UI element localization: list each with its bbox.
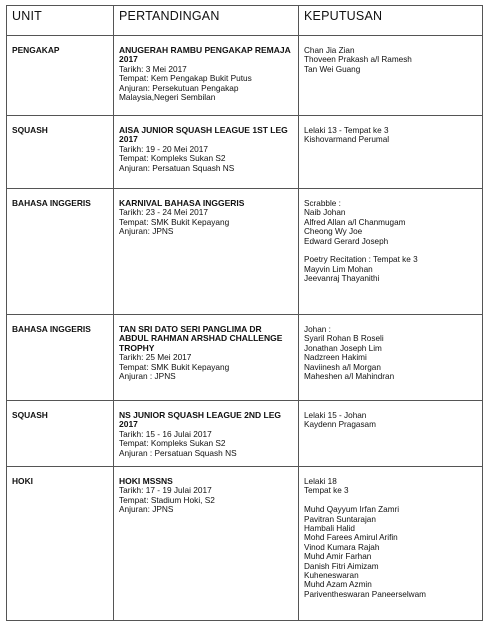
result-line: Muhd Azam Azmin: [304, 580, 372, 590]
result-line: Tan Wei Guang: [304, 64, 361, 74]
event-detail: Anjuran: Persekutuan Pengakap Malaysia,Negeri Sembilan: [119, 82, 239, 103]
event-detail: Tempat: Stadium Hoki, S2: [119, 494, 215, 505]
event-title: KARNIVAL BAHASA INGGERIS: [119, 198, 245, 208]
result-line: Tempat ke 3: [304, 486, 349, 496]
event-title: AISA JUNIOR SQUASH LEAGUE 1ST LEG 2017: [119, 125, 288, 145]
unit-cell: SQUASH: [7, 401, 114, 467]
result-line: Alfred Allan a/l Chanmugam: [304, 217, 406, 227]
result-line: Johan :: [304, 325, 331, 334]
result-line: Thoveen Prakash a/l Ramesh: [304, 55, 412, 65]
result-cell: [299, 315, 483, 401]
result-line: Kuheneswaran: [304, 571, 359, 581]
result-line: Cheong Wy Joe: [304, 227, 363, 237]
result-line: Hambali Halid: [304, 524, 355, 534]
event-detail: Tarikh: 25 Mei 2017: [119, 352, 192, 363]
event-detail: Tempat: SMK Bukit Kepayang: [119, 361, 230, 372]
unit-cell: HOKI: [7, 467, 114, 621]
event-detail: Tarikh: 3 Mei 2017: [119, 63, 187, 74]
result-line: Danish Fitri Aimizam: [304, 561, 379, 571]
event-detail: Tarikh: 17 - 19 Julai 2017: [119, 485, 212, 496]
event-detail: Anjuran : JPNS: [119, 371, 176, 382]
event-title: TAN SRI DATO SERI PANGLIMA DR ABDUL RAHMAN ARSHAD CHALLENGE TROPHY: [119, 324, 283, 353]
event-detail: Tarikh: 15 - 16 Julai 2017: [119, 428, 212, 439]
table-row: [7, 189, 483, 315]
header-pertandingan: PERTANDINGAN: [114, 6, 299, 36]
header-unit: UNIT: [7, 6, 114, 36]
result-line: Jonathan Joseph Lim: [304, 343, 382, 353]
result-line: Nadzreen Hakimi: [304, 353, 367, 363]
unit-cell: BAHASA INGGERIS: [7, 189, 114, 315]
event-cell: [114, 401, 299, 467]
header-keputusan: KEPUTUSAN: [299, 6, 483, 36]
result-cell: [299, 116, 483, 189]
result-line: Muhd Amir Farhan: [304, 552, 372, 562]
event-detail: Tempat: Kem Pengakap Bukit Putus: [119, 73, 252, 84]
event-detail: Tempat: Kompleks Sukan S2: [119, 438, 226, 449]
unit-cell: SQUASH: [7, 116, 114, 189]
result-line: Pariventheswaran Paneerselwam: [304, 589, 426, 599]
result-line: Chan Jia Zian: [304, 46, 355, 55]
result-line: Scrabble :: [304, 199, 341, 208]
result-cell: [299, 401, 483, 467]
result-line: Edward Gerard Joseph: [304, 236, 389, 246]
result-line: Maheshen a/l Mahindran: [304, 372, 395, 382]
result-line: Mayvin Lim Mohan: [304, 264, 373, 274]
result-line: Kaydenn Pragasam: [304, 420, 376, 430]
result-line: Poetry Recitation : Tempat ke 3: [304, 255, 418, 265]
result-line: Muhd Qayyum Irfan Zamri: [304, 505, 400, 515]
table-row: [7, 401, 483, 467]
event-detail: Anjuran: JPNS: [119, 504, 174, 515]
event-detail: Tempat: Kompleks Sukan S2: [119, 153, 226, 164]
result-line: Naviinesh a/l Morgan: [304, 362, 381, 372]
result-line: Lelaki 18: [304, 477, 337, 486]
result-cell: [299, 467, 483, 621]
event-cell: [114, 116, 299, 189]
table-row: [7, 116, 483, 189]
result-line: Mohd Farees Amirul Arifin: [304, 533, 398, 543]
event-detail: Tempat: SMK Bukit Kepayang: [119, 216, 230, 227]
result-line: Syaril Rohan B Roseli: [304, 334, 384, 344]
table-body: [7, 36, 483, 621]
unit-cell: BAHASA INGGERIS: [7, 315, 114, 401]
results-table: [6, 5, 483, 621]
header-row: [7, 6, 483, 36]
event-detail: Tarikh: 23 - 24 Mei 2017: [119, 207, 209, 218]
result-line: Lelaki 13 - Tempat ke 3: [304, 126, 389, 135]
table-row: [7, 36, 483, 116]
event-title: NS JUNIOR SQUASH LEAGUE 2ND LEG 2017: [119, 410, 281, 430]
result-spacer: [304, 246, 477, 255]
result-cell: [299, 36, 483, 116]
event-detail: Tarikh: 19 - 20 Mei 2017: [119, 143, 209, 154]
event-cell: [114, 467, 299, 621]
event-cell: [114, 36, 299, 116]
result-line: Lelaki 15 - Johan: [304, 411, 367, 420]
result-line: Naib Johan: [304, 208, 346, 218]
event-title: ANUGERAH RAMBU PENGAKAP REMAJA 2017: [119, 45, 291, 65]
event-cell: [114, 315, 299, 401]
event-detail: Anjuran : Persatuan Squash NS: [119, 447, 237, 458]
result-line: Vinod Kumara Rajah: [304, 542, 380, 552]
result-line: Pavitran Suntarajan: [304, 514, 376, 524]
result-line: Kishovarmand Perumal: [304, 135, 390, 145]
result-line: Jeevanraj Thayanithi: [304, 274, 380, 284]
table-row: [7, 467, 483, 621]
result-spacer: [304, 496, 477, 505]
unit-cell: PENGAKAP: [7, 36, 114, 116]
event-title: HOKI MSSNS: [119, 476, 173, 486]
event-detail: Anjuran: JPNS: [119, 226, 174, 237]
table-row: [7, 315, 483, 401]
result-cell: [299, 189, 483, 315]
event-cell: [114, 189, 299, 315]
event-detail: Anjuran: Persatuan Squash NS: [119, 162, 235, 173]
